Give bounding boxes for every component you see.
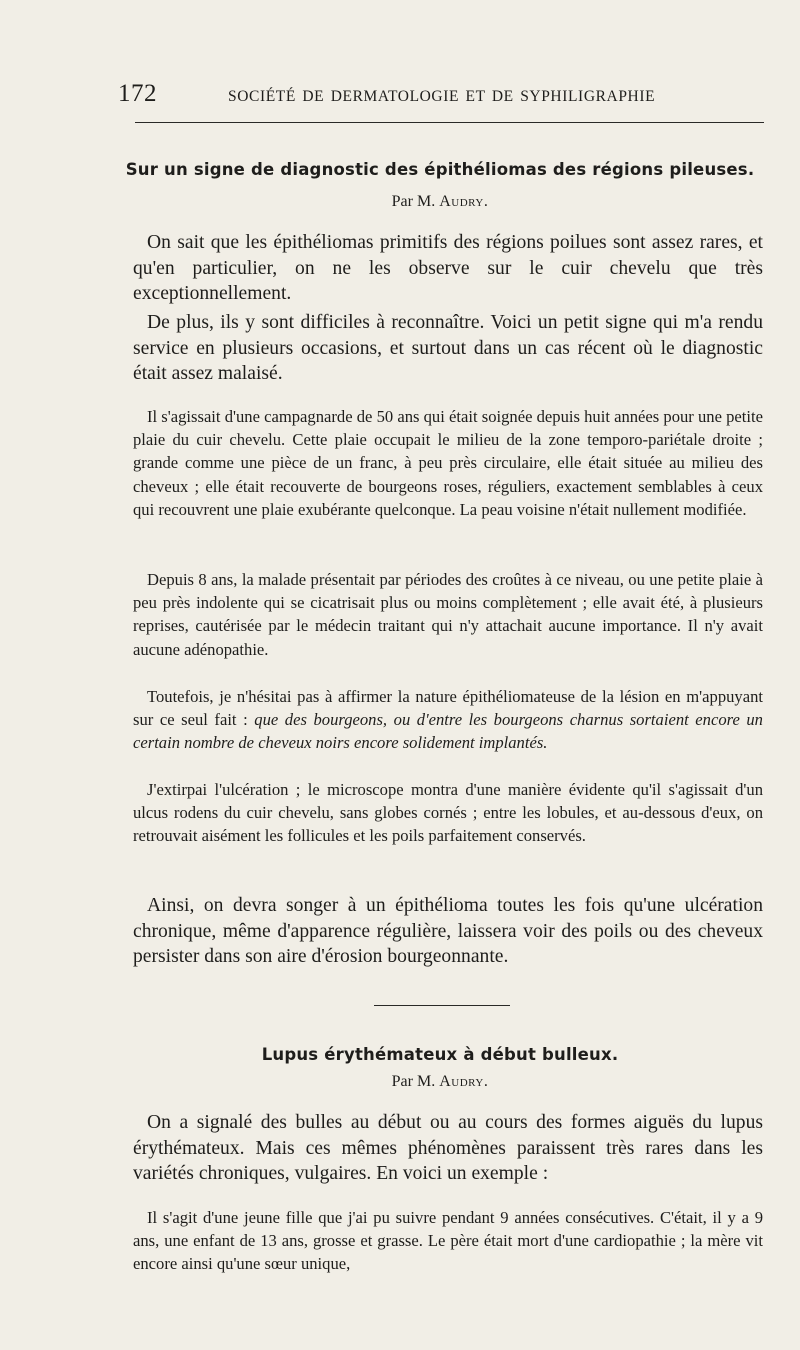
section-separator — [374, 1005, 510, 1006]
article2-byline — [100, 1073, 780, 1091]
article1-case-p4: J'extirpai l'ulcération ; le microscope montra d'une manière évidente qu'il s'agissait d'un ulcus rodens du cuir chevelu, sans globes cornés ; entre les lobules, et au-dessous d'eux, on retrouvait aisément les follicules et les poils parfaitement conservés. — [133, 780, 763, 846]
case-p3-italic: que des bourgeons, ou d'entre les bourgeons charnus sortaient encore un certain nombre de cheveux noirs encore solidement implantés. — [133, 710, 763, 753]
article1-case-p1: Il s'agissait d'une campagnarde de 50 ans qui était soignée depuis huit années pour une petite plaie du cuir chevelu. Cette plaie occupait le milieu de la zone temporo-pariétale droite ; grande comme une pièce de un franc, à peu près circulaire, elle était située au milieu des cheveux ; elle était recouverte de bourgeons roses, réguliers, exactement semblables à ceux qui recouvrent une plaie exubérante quelconque. La peau voisine n'était nullement modifiée. — [133, 407, 763, 519]
article2-intro-p1: On a signalé des bulles au début ou au cours des formes aiguës du lupus érythémateux. Mais ces mêmes phénomènes paraissent très rares dans les variétés chroniques, vulgaires. En voici un exemple : — [133, 1112, 763, 1184]
article1-conclusion: Ainsi, on devra songer à un épithélioma toutes les fois qu'une ulcération chronique, même d'apparence régulière, laissera voir des poils ou des cheveux persister dans son aire d'érosion bourgeonnante. — [133, 895, 763, 967]
article1-case-p3 — [133, 685, 763, 755]
page-header — [118, 80, 764, 114]
byline-author: Audry. — [439, 193, 489, 210]
header-rule — [135, 122, 764, 123]
running-head: SOCIÉTÉ DE DERMATOLOGIE ET DE SYPHILIGRAPHIE — [228, 88, 656, 105]
article1-byline — [100, 193, 780, 211]
article1-case-p2: Depuis 8 ans, la malade présentait par périodes des croûtes à ce niveau, ou une petite plaie à peu près indolente qui se cicatrisait plus ou moins complètement ; elle avait été, à plusieurs reprises, cautérisée par le médecin traitant qui n'y attachait aucune importance. Il n'y avait aucune adénopathie. — [133, 570, 763, 659]
article2-title: Lupus érythémateux à début bulleux. — [261, 1045, 619, 1064]
byline-prefix: Par M. — [391, 193, 440, 210]
article1-intro-p2: De plus, ils y sont difficiles à reconnaître. Voici un petit signe qui m'a rendu service en plusieurs occasions, et surtout dans un cas récent où le diagnostic était assez malaisé. — [133, 312, 763, 384]
article1-title: Sur un signe de diagnostic des épithéliomas des régions pileuses. — [125, 160, 755, 179]
byline-prefix: Par M. — [391, 1073, 440, 1090]
article1-intro-p1: On sait que les épithéliomas primitifs des régions poilues sont assez rares, et qu'en particulier, on ne les observe sur le cuir chevelu que très exceptionnellement. — [133, 232, 763, 304]
article2-case-p1: Il s'agit d'une jeune fille que j'ai pu suivre pendant 9 années consécutives. C'était, il y a 9 ans, une enfant de 13 ans, grosse et grasse. Le père était mort d'une cardiopathie ; la mère vit encore ainsi qu'une sœur unique, — [133, 1208, 763, 1274]
case-p3-text: Toutefois, je n'hésitai pas à affirmer la nature épithéliomateuse de la lésion en m'appuyant sur ce seul fait : — [133, 687, 763, 730]
page-number: 172 — [118, 80, 157, 107]
byline-author: Audry. — [439, 1073, 489, 1090]
